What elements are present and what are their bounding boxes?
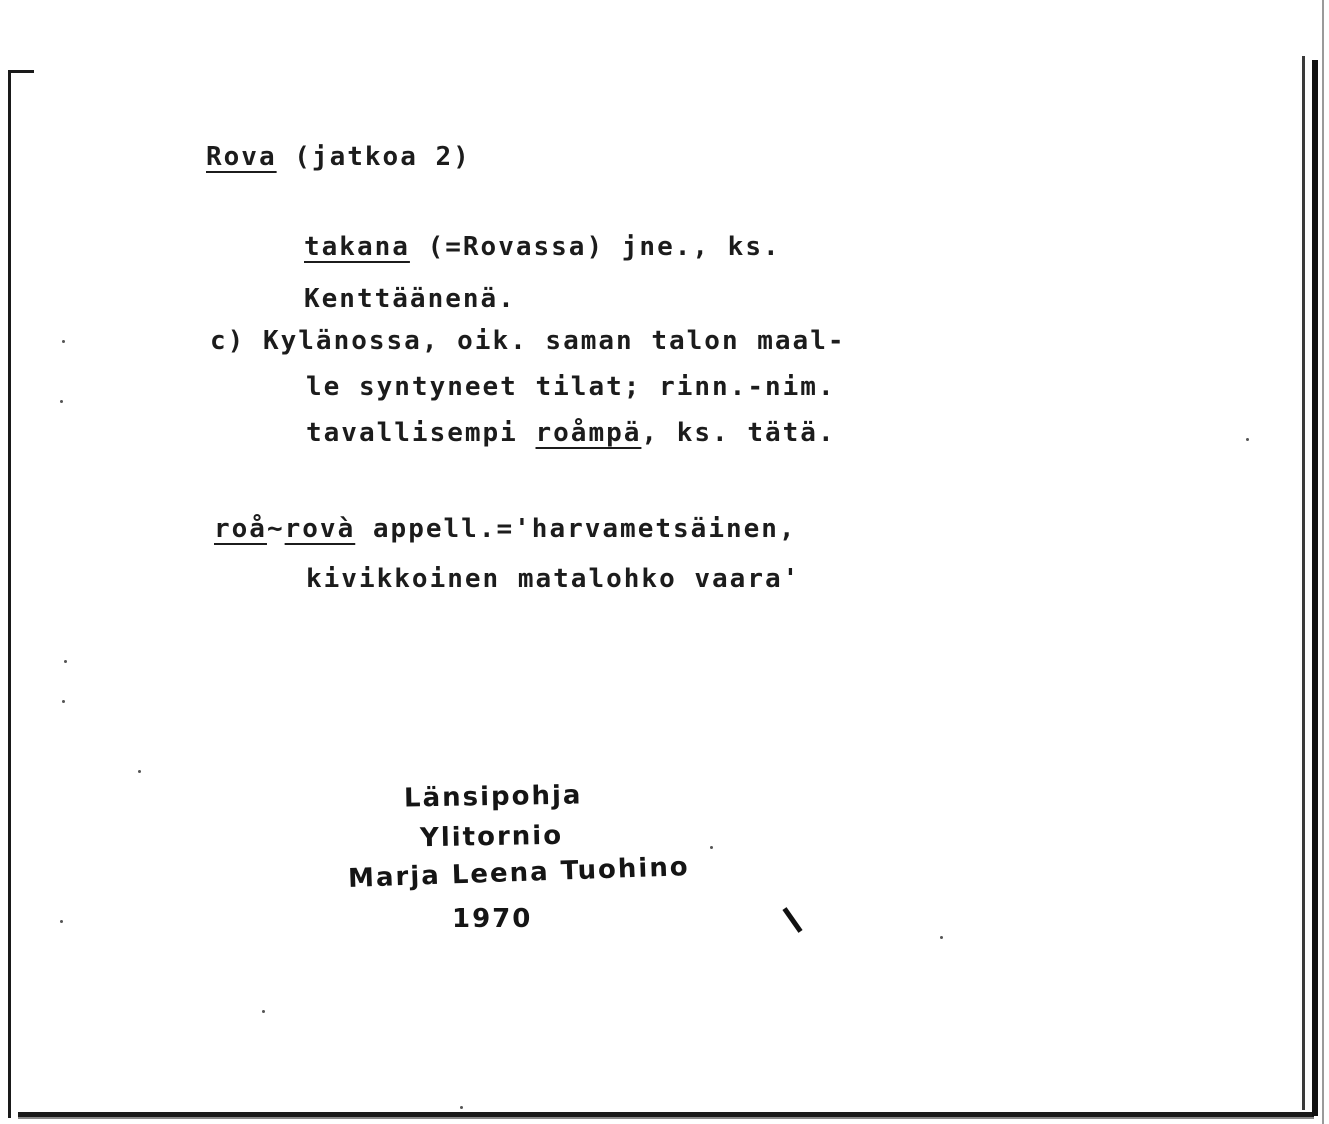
appell-line-1	[214, 514, 797, 544]
card-border-right-inner	[1302, 56, 1305, 1110]
scan-edge-right	[1322, 0, 1324, 1124]
heading-continuation: (jatkoa 2)	[294, 142, 471, 172]
stamp-year: 1970	[452, 904, 533, 934]
entry-c-suffix: , ks. tätä.	[641, 418, 836, 448]
entry-b-line-1	[304, 232, 781, 262]
appell-definition: appell.='harvametsäinen,	[372, 514, 797, 544]
card-border-right-outer	[1312, 60, 1318, 1116]
appell-tilde: ~	[266, 514, 285, 544]
appell-word-2: rovà	[284, 514, 356, 544]
entry-b-word: takana	[304, 232, 410, 262]
stamp-region: Länsipohja	[403, 780, 583, 814]
appell-word-1: roå	[214, 514, 267, 544]
card-border-top-stub	[8, 70, 34, 73]
card-border-bottom-shadow	[18, 1117, 1314, 1119]
stamp-collector: Marja Leena Tuohino	[347, 852, 691, 894]
entry-c-reference: roåmpä	[535, 418, 642, 448]
entry-b-rest: (=Rovassa) jne., ks.	[427, 232, 781, 262]
entry-c-line-2: le syntyneet tilat; rinn.-nim.	[306, 372, 836, 402]
entry-c-line-3	[306, 418, 836, 448]
pen-mark	[782, 907, 802, 933]
stamp-parish: Ylitornio	[419, 820, 564, 854]
entry-c-prefix: tavallisempi	[306, 418, 518, 448]
entry-b-line-2: Kenttäänenä.	[304, 284, 516, 314]
headword: Rova	[206, 142, 277, 172]
appell-line-2: kivikkoinen matalohko vaara'	[306, 564, 801, 594]
entry-c-line-1: c) Kylänossa, oik. saman talon maal-	[210, 326, 846, 356]
card-border-left	[8, 72, 11, 1118]
card-heading	[206, 142, 471, 172]
